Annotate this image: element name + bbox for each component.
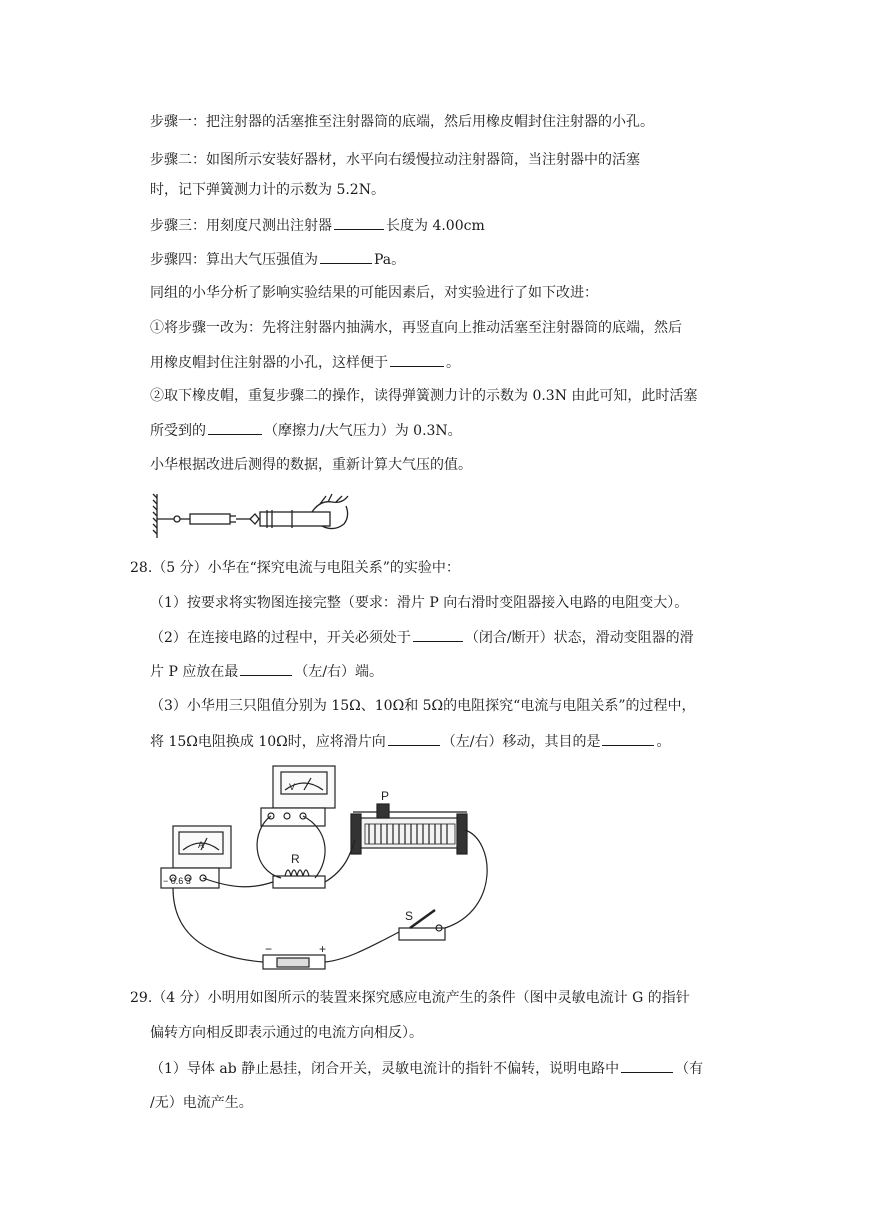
q29-part1-line2: /无）电流产生。 [150, 1095, 253, 1111]
syringe-figure [152, 492, 362, 542]
q29-heading-line2: 偏转方向相反即表示通过的电流方向相反）。 [150, 1025, 423, 1041]
q27-improve-intro: 同组的小华分析了影响实验结果的可能因素后，对实验进行了如下改进： [150, 285, 598, 301]
answer-blank[interactable] [388, 731, 440, 746]
answer-blank[interactable] [240, 661, 292, 676]
answer-blank[interactable] [413, 627, 463, 642]
q28-part3-line1: （3）小华用三只阻值分别为 15Ω、10Ω和 5Ω的电阻探究“电流与电阻关系”的过程中， [150, 698, 696, 714]
q29-heading-line1: 29.（4 分）小明用如图所示的装置来探究感应电流产生的条件（图中灵敏电流计 G 的指针 [130, 990, 690, 1006]
answer-blank[interactable] [621, 1058, 673, 1073]
slider-label: P [381, 789, 390, 803]
resistor-label: R [291, 852, 300, 866]
q27-step1: 步骤一：把注射器的活塞推至注射器筒的底端，然后用橡皮帽封住注射器的小孔。 [150, 114, 654, 130]
q28-part1: （1）按要求将实物图连接完整（要求：滑片 P 向右滑时变阻器接入电路的电阻变大）。 [150, 595, 689, 611]
q27-recalc: 小华根据改进后测得的数据，重新计算大气压的值。 [150, 457, 472, 473]
resistor [273, 870, 325, 888]
battery [263, 955, 325, 969]
voltmeter-label: V [289, 782, 296, 792]
q27-improve2-line2: 所受到的 （摩擦力/大气压力）为 0.3N。 [150, 420, 462, 441]
battery-minus: − [265, 942, 273, 956]
q27-improve1-line1: ①将步骤一改为：先将注射器内抽满水，再竖直向上推动活塞至注射器筒的底端，然后 [150, 320, 682, 336]
answer-blank[interactable] [208, 420, 262, 435]
rheostat [351, 804, 467, 854]
q27-step4: 步骤四：算出大气压强值为 Pa。 [150, 249, 405, 270]
answer-blank[interactable] [334, 215, 384, 230]
answer-blank[interactable] [602, 731, 654, 746]
q27-step2-line2: 时，记下弹簧测力计的示数为 5.2N。 [150, 182, 385, 198]
voltmeter [261, 766, 335, 826]
q28-part2-line2: 片 P 应放在最 （左/右）端。 [150, 661, 383, 682]
ammeter-label: A [198, 840, 205, 850]
q27-improve2-line1: ②取下橡皮帽，重复步骤二的操作，读得弹簧测力计的示数为 0.3N 由此可知，此时活塞 [150, 388, 698, 404]
circuit-figure [155, 760, 515, 975]
q28-heading: 28.（5 分）小华在“探究电流与电阻关系”的实验中： [130, 560, 460, 576]
q27-improve1-line2: 用橡皮帽封住注射器的小孔，这样便于 。 [150, 352, 460, 373]
switch-label: S [405, 909, 414, 923]
q29-part1-line1: （1）导体 ab 静止悬挂，闭合开关，灵敏电流计的指针不偏转，说明电路中 （有 [150, 1058, 703, 1079]
q27-step2-line1: 步骤二：如图所示安装好器材，水平向右缓慢拉动注射器筒，当注射器中的活塞 [150, 152, 640, 168]
answer-blank[interactable] [320, 249, 372, 264]
answer-blank[interactable] [390, 352, 444, 367]
ammeter-terminals: − 0.6 3 [163, 876, 191, 886]
q28-part3-line2: 将 15Ω电阻换成 10Ω时，应将滑片向 （左/右）移动，其目的是 。 [150, 731, 670, 752]
q28-part2-line1: （2）在连接电路的过程中，开关必须处于 （闭合/断开）状态，滑动变阻器的滑 [150, 627, 694, 648]
q27-step3: 步骤三：用刻度尺测出注射器 长度为 4.00cm [150, 215, 485, 236]
battery-plus: + [319, 942, 327, 956]
